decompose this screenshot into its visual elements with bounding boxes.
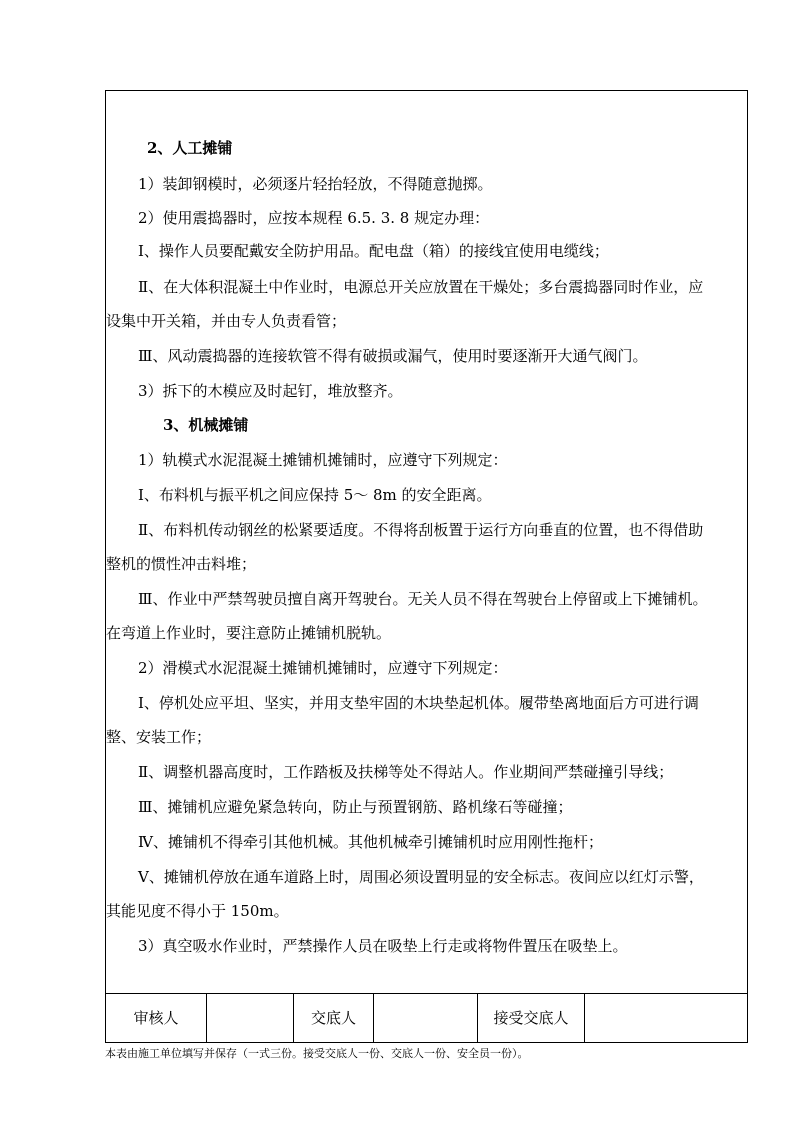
paragraph: Ⅴ、摊铺机停放在通车道路上时，周围必须设置明显的安全标志。夜间应以红灯示警， — [138, 868, 704, 886]
discloser-label: 交底人 — [294, 994, 374, 1043]
signature-row — [106, 993, 747, 1043]
paragraph-continuation: 设集中开关箱，并由专人负责看管； — [106, 312, 347, 330]
content-cell — [106, 91, 747, 993]
paragraph: 3）真空吸水作业时，严禁操作人员在吸垫上行走或将物件置压在吸垫上。 — [138, 937, 628, 955]
section-heading-machine: 3、机械摊铺 — [163, 416, 249, 434]
paragraph: Ⅱ、调整机器高度时，工作踏板及扶梯等处不得站人。作业期间严禁碰撞引导线； — [138, 763, 674, 781]
section-heading-manual: 2、人工摊铺 — [147, 139, 233, 157]
reviewer-label: 审核人 — [106, 994, 207, 1043]
disclosure-form-table — [105, 90, 748, 1043]
paragraph: Ⅲ、作业中严禁驾驶员擅自离开驾驶台。无关人员不得在驾驶台上停留或上下摊铺机。 — [138, 590, 708, 608]
paragraph: 2）滑模式水泥混凝土摊铺机摊铺时，应遵守下列规定： — [138, 659, 508, 677]
paragraph: Ⅰ、操作人员要配戴安全防护用品。配电盘（箱）的接线宜使用电缆线； — [138, 242, 609, 260]
paragraph: Ⅲ、风动震捣器的连接软管不得有破损或漏气，使用时要逐渐开大通气阀门。 — [138, 347, 648, 365]
paragraph: Ⅰ、布料机与振平机之间应保持 5～ 8m 的安全距离。 — [138, 486, 492, 504]
receiver-label: 接受交底人 — [478, 994, 585, 1043]
form-footnote: 本表由施工单位填写并保存（一式三份。接受交底人一份、交底人一份、安全员一份）。 — [105, 1047, 529, 1060]
paragraph-continuation: 在弯道上作业时，要注意防止摊铺机脱轨。 — [106, 624, 392, 642]
paragraph: 3）拆下的木模应及时起钉，堆放整齐。 — [138, 382, 403, 400]
paragraph: Ⅱ、在大体积混凝土中作业时，电源总开关应放置在干燥处；多台震捣器同时作业，应 — [138, 278, 704, 296]
reviewer-signature-field[interactable] — [207, 994, 294, 1043]
paragraph: Ⅱ、布料机传动钢丝的松紧要适度。不得将刮板置于运行方向垂直的位置，也不得借助 — [138, 521, 704, 539]
paragraph-continuation: 整、安装工作； — [106, 728, 212, 746]
paragraph: 2）使用震捣器时，应按本规程 6.5. 3. 8 规定办理： — [138, 209, 490, 227]
paragraph: 1）装卸钢模时，必须逐片轻抬轻放，不得随意抛掷。 — [138, 175, 493, 193]
discloser-signature-field[interactable] — [374, 994, 478, 1043]
paragraph-continuation: 整机的惯性冲击料堆； — [106, 555, 257, 573]
paragraph: Ⅰ、停机处应平坦、坚实，并用支垫牢固的木块垫起机体。履带垫离地面后方可进行调 — [138, 694, 699, 712]
paragraph: 1）轨模式水泥混凝土摊铺机摊铺时，应遵守下列规定： — [138, 451, 508, 469]
paragraph: Ⅲ、摊铺机应避免紧急转向，防止与预置钢筋、路机缘石等碰撞； — [138, 798, 573, 816]
receiver-signature-field[interactable] — [585, 994, 747, 1043]
paragraph: Ⅳ、摊铺机不得牵引其他机械。其他机械牵引摊铺机时应用刚性拖杆； — [138, 833, 603, 851]
paragraph-continuation: 其能见度不得小于 150m。 — [106, 902, 289, 920]
